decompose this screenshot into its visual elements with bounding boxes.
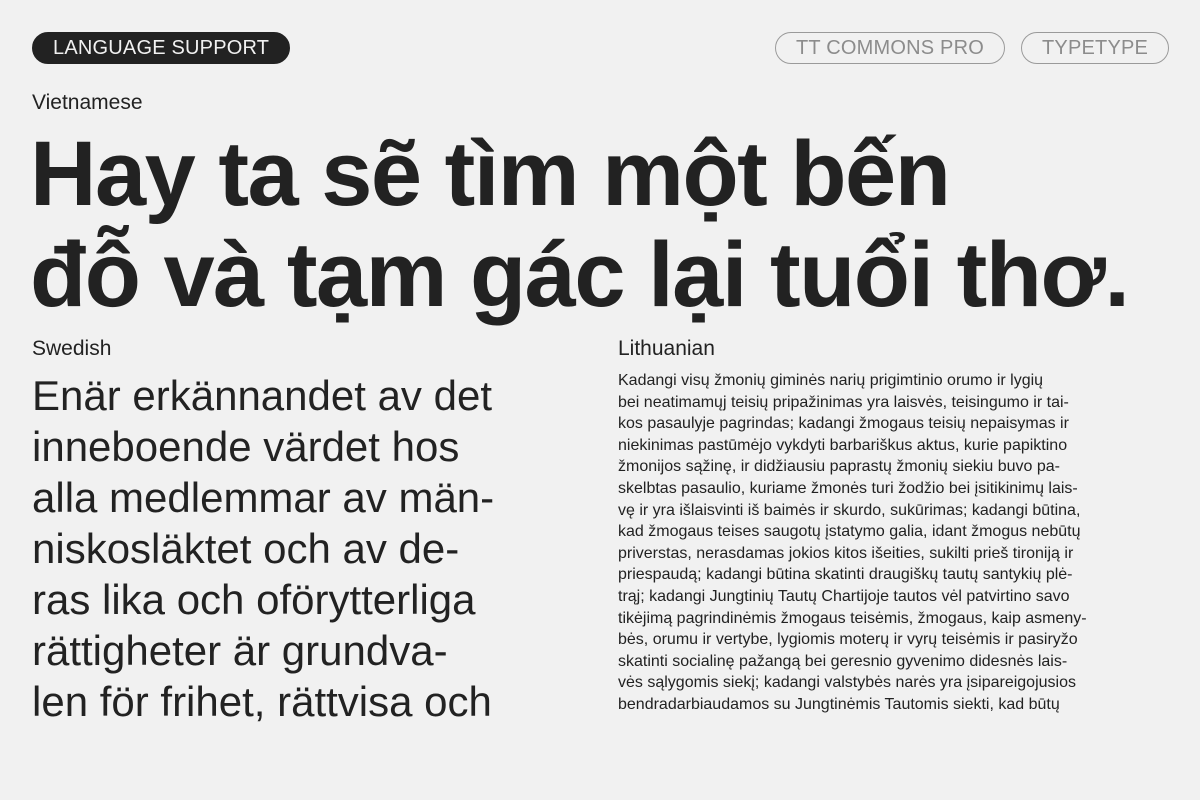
font-name-tag: TT COMMONS PRO bbox=[775, 32, 1005, 64]
vietnamese-line: đỗ và tạm gác lại tuổi thơ. bbox=[30, 224, 1129, 326]
lithuanian-line: vės sąlygomis siekį; kadangi valstybės narės yra įsipareigojusios bbox=[618, 674, 1076, 692]
lithuanian-line: bei neatimamųj teisių pripažinimas yra laisvės, teisingumo ir tai- bbox=[618, 393, 1069, 411]
swedish-label: Swedish bbox=[32, 337, 112, 360]
swedish-line: Enär erkännandet av det bbox=[32, 372, 492, 419]
swedish-line: len för frihet, rättvisa och bbox=[32, 678, 492, 725]
lithuanian-line: skatinti socialinę pažangą bei geresnio gyvenimo didesnės lais- bbox=[618, 652, 1068, 670]
lithuanian-line: niekinimas pastūmėjo vykdyti barbariškus aktus, kurie papiktino bbox=[618, 436, 1068, 454]
lithuanian-line: tikėjimą pagrindinėmis žmogaus teisėmis, žmogaus, kaip asmeny- bbox=[618, 609, 1087, 627]
lithuanian-line: bendradarbiaudamos su Jungtinėmis Tautomis siekti, kad būtų bbox=[618, 695, 1060, 713]
lithuanian-line: žmonijos sąžinę, ir didžiausiu paprastų žmonių siekiu buvo pa- bbox=[618, 458, 1060, 476]
swedish-line: inneboende värdet hos bbox=[32, 423, 460, 470]
foundry-tag: TYPETYPE bbox=[1021, 32, 1169, 64]
vietnamese-label: Vietnamese bbox=[32, 91, 143, 114]
lithuanian-line: skelbtas pasaulio, kuriame žmonės turi žodžio bei įsitikinimų lais- bbox=[618, 479, 1078, 497]
lithuanian-line: Kadangi visų žmonių giminės narių prigimtinio orumo ir lygių bbox=[618, 372, 1044, 389]
lithuanian-line: trąj; kadangi Jungtinių Tautų Chartijoje tautos vėl patvirtino savo bbox=[618, 587, 1070, 605]
swedish-sample-text bbox=[32, 370, 602, 727]
swedish-line: alla medlemmar av män- bbox=[32, 474, 495, 521]
lithuanian-line: priverstas, nerasdamas jokios kitos išeities, sukilti prieš tironiją ir bbox=[618, 544, 1074, 562]
vietnamese-sample-text bbox=[30, 124, 1180, 326]
lithuanian-line: priespaudą; kadangi būtina skatinti draugiškų tautų santykių plė- bbox=[618, 566, 1073, 584]
swedish-line: rättigheter är grundva- bbox=[32, 627, 448, 674]
lithuanian-line: vę ir yra išlaisvinti iš baimės ir skurdo, sukūrimas; kadangi būtina, bbox=[618, 501, 1081, 519]
vietnamese-line: Hay ta sẽ tìm một bến bbox=[30, 123, 950, 225]
swedish-line: ras lika och oförytterliga bbox=[32, 576, 476, 623]
lithuanian-sample-text bbox=[618, 370, 1178, 716]
lithuanian-line: bės, orumu ir vertybe, lygiomis moterų ir vyrų teisėmis ir pasiryžo bbox=[618, 631, 1078, 649]
lithuanian-line: kos pasaulyje pagrindas; kadangi žmogaus teisių nepaisymas ir bbox=[618, 415, 1069, 433]
language-support-tag: LANGUAGE SUPPORT bbox=[32, 32, 290, 64]
swedish-line: niskosläktet och av de- bbox=[32, 525, 460, 572]
lithuanian-label: Lithuanian bbox=[618, 337, 715, 360]
lithuanian-line: kad žmogaus teises saugotų įstatymo galia, idant žmogus nebūtų bbox=[618, 523, 1081, 541]
